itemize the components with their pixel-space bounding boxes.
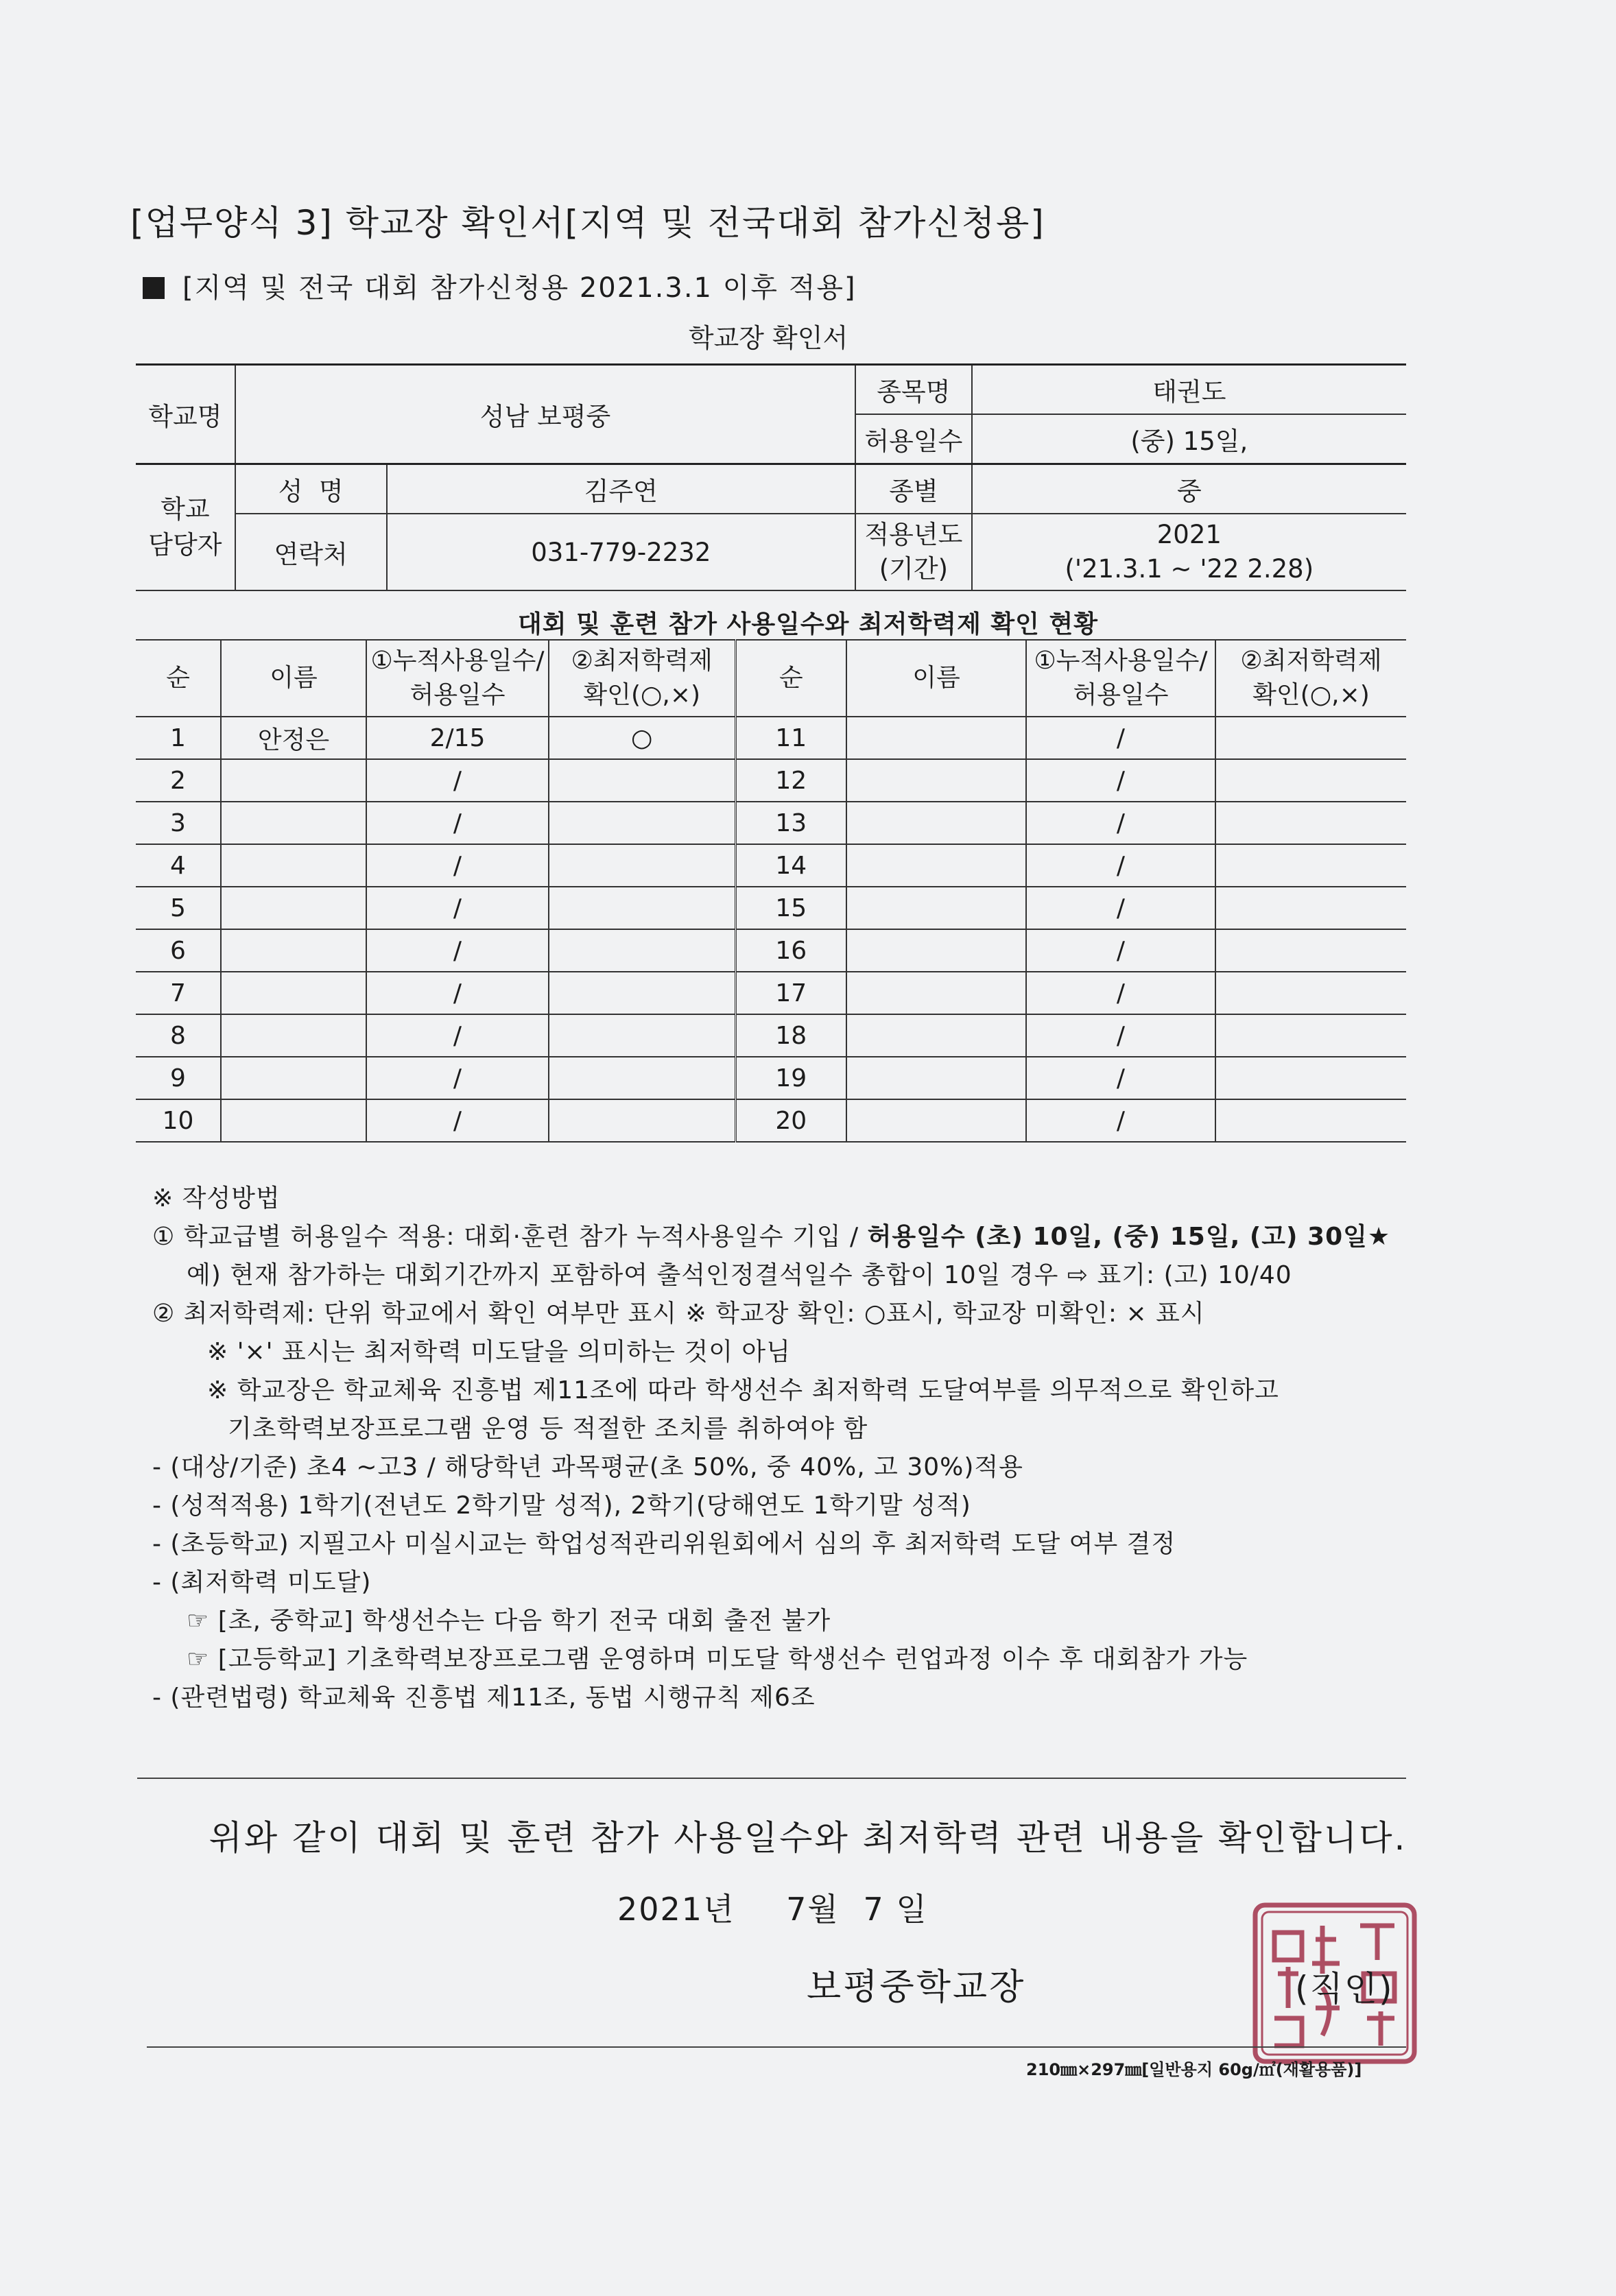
allowed-label: 허용일수	[855, 414, 972, 464]
cell-days: /	[1026, 717, 1215, 759]
cell-no: 12	[735, 759, 846, 802]
principal-title: 보평중학교장	[807, 1967, 1026, 2008]
note-2: ② 최저학력제: 단위 학교에서 확인 여부만 표시 ※ 학교장 확인: ○표시, 학교장 미확인: × 표시	[152, 1300, 1205, 1328]
school-label: 학교명	[136, 365, 235, 464]
writing-instructions	[152, 1180, 1428, 1717]
cell-no: 15	[735, 887, 846, 929]
cell-days: /	[1026, 1014, 1215, 1057]
cell-check	[549, 887, 735, 929]
school-value: 성남 보평중	[235, 365, 855, 464]
cell-name	[846, 717, 1026, 759]
cell-check	[549, 759, 735, 802]
cell-check	[1215, 844, 1406, 887]
cell-days: /	[366, 844, 549, 887]
year-label: 적용년도 (기간)	[855, 514, 972, 590]
cell-check	[549, 1014, 735, 1057]
cell-name	[846, 1014, 1026, 1057]
col-days-2: ①누적사용일수/ 허용일수	[1026, 640, 1215, 717]
note-4: ※ 학교장은 학교체육 진흥법 제11조에 따라 학생선수 최저학력 도달여부를 의무적으로 확인하고	[207, 1376, 1279, 1404]
form-title: [업무양식 3] 학교장 확인서[지역 및 전국대회 참가신청용]	[130, 203, 1045, 243]
category-value: 중	[972, 464, 1406, 514]
cell-name	[846, 802, 1026, 844]
cell-name	[846, 1057, 1026, 1099]
cell-name	[221, 1014, 366, 1057]
form-subtitle-text: [지역 및 전국 대회 참가신청용 2021.3.1 이후 적용]	[182, 272, 857, 304]
note-1-bold: 허용일수 (초) 10일, (중) 15일, (고) 30일★	[867, 1223, 1391, 1251]
table-row	[136, 1057, 1406, 1099]
col-days: ①누적사용일수/ 허용일수	[366, 640, 549, 717]
note-12: - (관련법령) 학교체육 진흥법 제11조, 동법 시행규칙 제6조	[152, 1684, 816, 1712]
cell-name	[846, 844, 1026, 887]
note-8: - (초등학교) 지필고사 미실시교는 학업성적관리위원회에서 심의 후 최저학력 도달 여부 결정	[152, 1530, 1176, 1558]
cell-days: /	[366, 802, 549, 844]
cell-name	[221, 1099, 366, 1142]
cell-check	[549, 929, 735, 972]
cell-check	[1215, 717, 1406, 759]
cell-check	[549, 1057, 735, 1099]
confirmation-text: 위와 같이 대회 및 훈련 참가 사용일수와 최저학력 관련 내용을 확인합니다.	[209, 1818, 1407, 1858]
cell-check	[1215, 1057, 1406, 1099]
cell-name	[846, 887, 1026, 929]
year-value: 2021	[1156, 520, 1222, 549]
cell-name	[221, 972, 366, 1014]
sport-value: 태권도	[972, 365, 1406, 415]
col-check-2: ②최저학력제 확인(○,×)	[1215, 640, 1406, 717]
manager-label: 학교 담당자	[136, 464, 235, 591]
cell-check	[1215, 759, 1406, 802]
name-label: 성 명	[235, 464, 387, 514]
cell-name	[846, 759, 1026, 802]
allowed-value: (중) 15일,	[972, 414, 1406, 464]
cell-no: 18	[735, 1014, 846, 1057]
col-no: 순	[136, 640, 221, 717]
cell-days: /	[366, 1057, 549, 1099]
cell-no: 13	[735, 802, 846, 844]
cell-no: 1	[136, 717, 221, 759]
cell-check	[1215, 1014, 1406, 1057]
form-subtitle	[143, 266, 857, 305]
year-cell	[972, 514, 1406, 590]
cell-no: 10	[136, 1099, 221, 1142]
cell-no: 19	[735, 1057, 846, 1099]
table-row	[136, 1099, 1406, 1142]
cell-check	[1215, 972, 1406, 1014]
col-check: ②최저학력제 확인(○,×)	[549, 640, 735, 717]
contact-value: 031-779-2232	[387, 514, 856, 590]
period-value: ('21.3.1 ~ '22 2.28)	[1065, 554, 1314, 584]
sport-label: 종목명	[855, 365, 972, 415]
cell-check	[549, 972, 735, 1014]
cell-name	[846, 929, 1026, 972]
name-value: 김주연	[387, 464, 856, 514]
note-3: ※ '×' 표시는 최저학력 미도달을 의미하는 것이 아님	[207, 1338, 791, 1366]
col-name-2: 이름	[846, 640, 1026, 717]
cell-check	[549, 802, 735, 844]
cell-check	[1215, 802, 1406, 844]
note-5: 기초학력보장프로그램 운영 등 적절한 조치를 취하여야 함	[228, 1415, 868, 1443]
cell-check	[1215, 887, 1406, 929]
cell-name: 안정은	[221, 717, 366, 759]
cell-no: 3	[136, 802, 221, 844]
cell-days: /	[366, 759, 549, 802]
status-header-row	[136, 640, 1406, 717]
cell-days: /	[366, 887, 549, 929]
contact-label: 연락처	[235, 514, 387, 590]
table-row	[136, 844, 1406, 887]
table-row	[136, 1014, 1406, 1057]
cell-name	[846, 1099, 1026, 1142]
seal-label: (직인)	[1295, 1969, 1394, 2009]
table-row	[136, 802, 1406, 844]
bottom-rule	[147, 2046, 1406, 2048]
certificate-title: 학교장 확인서	[688, 323, 848, 353]
cell-days: /	[366, 929, 549, 972]
cell-days: /	[1026, 887, 1215, 929]
table-row	[136, 929, 1406, 972]
cell-no: 4	[136, 844, 221, 887]
cell-name	[221, 802, 366, 844]
notes-heading: ※ 작성방법	[152, 1184, 281, 1212]
cell-check	[1215, 929, 1406, 972]
cell-days: /	[1026, 844, 1215, 887]
note-1-example: 예) 현재 참가하는 대회기간까지 포함하여 출석인정결석일수 총합이 10일 경우 ⇨ 표기: (고) 10/40	[187, 1261, 1292, 1289]
cell-no: 6	[136, 929, 221, 972]
cell-no: 9	[136, 1057, 221, 1099]
cell-check	[549, 844, 735, 887]
cell-days: /	[366, 1014, 549, 1057]
cell-days: /	[366, 972, 549, 1014]
cell-days: /	[1026, 1099, 1215, 1142]
cell-days: 2/15	[366, 717, 549, 759]
date-month: 7월	[786, 1891, 840, 1928]
table-row	[136, 717, 1406, 759]
cell-name	[221, 929, 366, 972]
cell-name	[846, 972, 1026, 1014]
cell-name	[221, 887, 366, 929]
cell-check	[1215, 1099, 1406, 1142]
paper-spec-footer: 210㎜×297㎜[일반용지 60g/㎡(재활용품)]	[1026, 2060, 1362, 2079]
category-label: 종별	[855, 464, 972, 514]
cell-days: /	[1026, 802, 1215, 844]
table-row	[136, 759, 1406, 802]
cell-no: 17	[735, 972, 846, 1014]
date-day: 7 일	[863, 1891, 928, 1928]
cell-days: /	[1026, 759, 1215, 802]
cell-no: 2	[136, 759, 221, 802]
status-table	[136, 639, 1406, 1143]
info-table	[136, 363, 1406, 591]
note-11: ☞ [고등학교] 기초학력보장프로그램 운영하며 미도달 학생선수 런업과정 이수 후 대회참가 가능	[187, 1645, 1248, 1673]
table-row	[136, 972, 1406, 1014]
date-year: 2021년	[617, 1891, 735, 1928]
cell-name	[221, 759, 366, 802]
square-bullet-icon	[143, 277, 165, 299]
status-title: 대회 및 훈련 참가 사용일수와 최저학력제 확인 현황	[517, 610, 1099, 638]
cell-no: 16	[735, 929, 846, 972]
cell-no: 5	[136, 887, 221, 929]
note-7: - (성적적용) 1학기(전년도 2학기말 성적), 2학기(당해연도 1학기말 성적)	[152, 1492, 971, 1520]
note-1	[152, 1218, 1428, 1256]
cell-no: 8	[136, 1014, 221, 1057]
cell-no: 20	[735, 1099, 846, 1142]
col-no-2: 순	[735, 640, 846, 717]
table-row	[136, 887, 1406, 929]
cell-days: /	[1026, 972, 1215, 1014]
cell-no: 11	[735, 717, 846, 759]
divider-line	[137, 1778, 1406, 1779]
cell-name	[221, 844, 366, 887]
note-10: ☞ [초, 중학교] 학생선수는 다음 학기 전국 대회 출전 불가	[187, 1607, 831, 1635]
col-name: 이름	[221, 640, 366, 717]
note-9: - (최저학력 미도달)	[152, 1568, 372, 1597]
cell-no: 14	[735, 844, 846, 887]
cell-days: /	[1026, 929, 1215, 972]
cell-days: /	[1026, 1057, 1215, 1099]
cell-no: 7	[136, 972, 221, 1014]
note-6: - (대상/기준) 초4 ~고3 / 해당학년 과목평균(초 50%, 중 40%, 고 30%)적용	[152, 1453, 1023, 1481]
cell-check	[549, 1099, 735, 1142]
signing-date	[617, 1885, 940, 1930]
note-1-text: ① 학교급별 허용일수 적용: 대회·훈련 참가 누적사용일수 기입 /	[152, 1223, 868, 1251]
cell-name	[221, 1057, 366, 1099]
cell-days: /	[366, 1099, 549, 1142]
cell-check: ○	[549, 717, 735, 759]
